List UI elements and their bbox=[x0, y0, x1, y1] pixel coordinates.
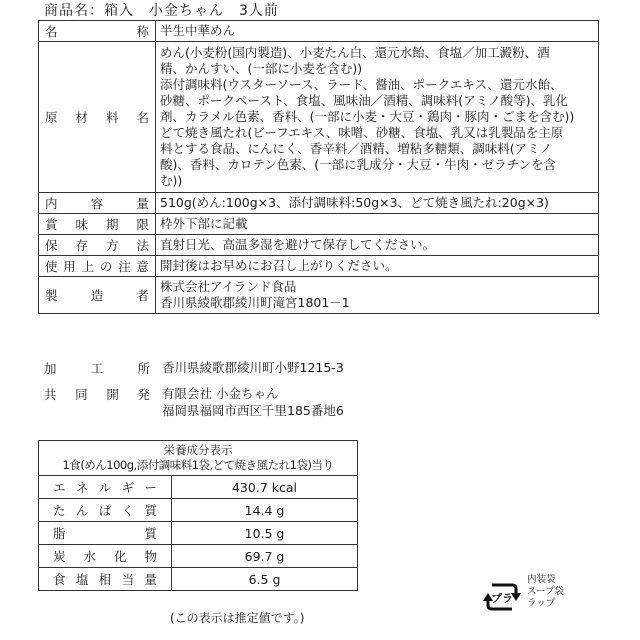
nutrition-basis: 1食(めん100g,添付調味料1袋,どて焼き風たれ1袋)当り bbox=[62, 458, 334, 472]
spec-row-best-before bbox=[39, 214, 599, 235]
spec-table bbox=[38, 20, 599, 314]
content-value: 510g(めん:100g×3、添付調味料:50g×3、どて焼き風たれ:20g×3) bbox=[156, 193, 599, 214]
codev-row bbox=[44, 385, 344, 419]
nutrition-value: 430.7 kcal bbox=[172, 476, 358, 499]
best-before-value: 枠外下部に記載 bbox=[156, 214, 599, 235]
name-value: 半生中華めん bbox=[156, 21, 599, 42]
product-name: 箱入 小金ちゃん 3人前 bbox=[104, 3, 279, 19]
name-label: 名 称 bbox=[39, 21, 156, 42]
manufacturer-name: 株式会社アイランド食品 bbox=[160, 279, 297, 294]
storage-value: 直射日光、高温多湿を避けて保存してください。 bbox=[156, 235, 599, 256]
nutrition-row bbox=[39, 499, 358, 522]
ingredient-line: む)) bbox=[160, 173, 183, 188]
nutrition-value: 69.7 g bbox=[172, 545, 358, 568]
content-label: 内 容 量 bbox=[39, 193, 156, 214]
nutrition-key: 脂 質 bbox=[39, 522, 172, 545]
estimate-note: (この表示は推定値です。) bbox=[170, 611, 305, 625]
ingredient-line: めん(小麦粉(国内製造)、小麦たん白、還元水飴、食塩／加工澱粉、酒 bbox=[160, 45, 550, 60]
nutrition-value: 10.5 g bbox=[172, 522, 358, 545]
product-title bbox=[44, 0, 279, 20]
manufacturer-address: 香川県綾歌郡綾川町滝宮1801－1 bbox=[160, 295, 350, 310]
recycle-item: スープ袋 bbox=[527, 586, 565, 597]
nutrition-title: 栄養成分表示 bbox=[163, 443, 233, 457]
codev-value bbox=[150, 385, 344, 419]
processing-row bbox=[44, 359, 344, 377]
nutrition-row bbox=[39, 568, 358, 591]
ingredient-line: 酸)、香料、カロテン色素、(一部に乳成分・大豆・牛肉・ゼラチンを含 bbox=[160, 157, 557, 172]
codev-label: 共同開発 bbox=[44, 387, 150, 402]
pla-recycle-icon bbox=[482, 577, 522, 617]
codev-address: 福岡県福岡市西区千里185番地6 bbox=[162, 403, 344, 418]
manufacturer-value bbox=[156, 277, 599, 314]
nutrition-key: 炭水化物 bbox=[39, 545, 172, 568]
spec-row-precautions bbox=[39, 256, 599, 277]
ingredient-line: 砂糖、ポークペースト、食塩、風味油／酒精、調味料(アミノ酸等)、乳化 bbox=[160, 93, 569, 108]
ingredient-line: 添付調味料(ウスターソース、ラード、醤油、ポークエキス、還元水飴、 bbox=[160, 77, 563, 92]
ingredients-label: 原材料名 bbox=[39, 42, 156, 193]
ingredient-line: 料とする食品、にんにく、香辛料／酒精、増粘多糖類、調味料(アミノ bbox=[160, 141, 553, 156]
ingredient-line: どて焼き風たれ(ビーフエキス、味噌、砂糖、食塩、乳又は乳製品を主原 bbox=[160, 125, 564, 140]
storage-label: 保存方法 bbox=[39, 235, 156, 256]
spec-row-name bbox=[39, 21, 599, 42]
spec-row-content bbox=[39, 193, 599, 214]
processing-label: 加 工 所 bbox=[44, 361, 150, 376]
nutrition-row bbox=[39, 476, 358, 499]
ingredient-line: 精、かんすい、(一部に小麦を含む)) bbox=[160, 61, 363, 76]
ingredients-value bbox=[156, 42, 599, 193]
nutrition-key: たんぱく質 bbox=[39, 499, 172, 522]
pla-mark-text: プラ bbox=[491, 592, 513, 605]
nutrition-key: 食塩相当量 bbox=[39, 568, 172, 591]
recycle-items bbox=[527, 574, 564, 610]
ingredient-line: 剤、カラメル色素、香料、(一部に小麦・大豆・鶏肉・豚肉・ごまを含む)) bbox=[160, 109, 575, 124]
manufacturer-label: 製 造 者 bbox=[39, 277, 156, 314]
product-label: 商品名： bbox=[44, 3, 104, 19]
processing-value: 香川県綾歌郡綾川町小野1215-3 bbox=[162, 360, 344, 375]
nutrition-key: エネルギー bbox=[39, 476, 172, 499]
recycle-item: ラップ bbox=[527, 598, 556, 609]
precautions-label: 使用上の注意 bbox=[39, 256, 156, 277]
precautions-value: 開封後はお早めにお召し上がりください。 bbox=[156, 256, 599, 277]
nutrition-row bbox=[39, 522, 358, 545]
spec-row-manufacturer bbox=[39, 277, 599, 314]
spec-row-ingredients bbox=[39, 42, 599, 193]
nutrition-value: 14.4 g bbox=[172, 499, 358, 522]
spec-row-storage bbox=[39, 235, 599, 256]
codev-company: 有限会社 小金ちゃん bbox=[162, 386, 279, 401]
nutrition-header bbox=[39, 441, 358, 476]
best-before-label: 賞味期限 bbox=[39, 214, 156, 235]
recycle-item: 内装袋 bbox=[527, 574, 556, 585]
nutrition-value: 6.5 g bbox=[172, 568, 358, 591]
nutrition-row bbox=[39, 545, 358, 568]
nutrition-table bbox=[38, 440, 358, 591]
